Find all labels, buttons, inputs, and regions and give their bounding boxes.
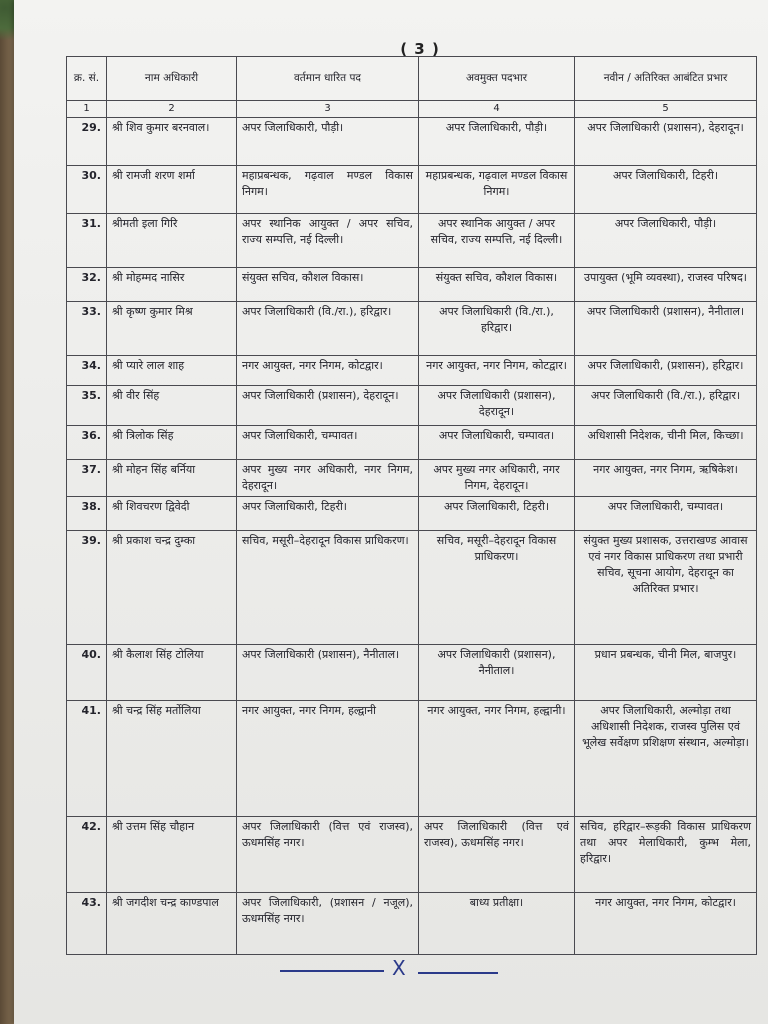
table-row xyxy=(67,166,757,214)
new-charge: नगर आयुक्त, नगर निगम, ऋषिकेश। xyxy=(575,460,757,497)
new-charge: अपर जिलाधिकारी (प्रशासन), नैनीताल। xyxy=(575,302,757,356)
relieved-charge: संयुक्त सचिव, कौशल विकास। xyxy=(419,268,575,302)
officer-name: श्री शिव कुमार बरनवाल। xyxy=(107,118,237,166)
serial-number: 30. xyxy=(67,166,107,214)
new-charge: अधिशासी निदेशक, चीनी मिल, किच्छा। xyxy=(575,426,757,460)
relieved-charge: अपर जिलाधिकारी (प्रशासन), देहरादून। xyxy=(419,386,575,426)
new-charge: अपर जिलाधिकारी (वि./रा.), हरिद्वार। xyxy=(575,386,757,426)
serial-number: 38. xyxy=(67,496,107,530)
current-post: अपर मुख्य नगर अधिकारी, नगर निगम, देहरादून। xyxy=(237,460,419,497)
column-number: 2 xyxy=(107,101,237,118)
officer-name: श्री प्रकाश चन्द्र दुम्का xyxy=(107,530,237,644)
serial-number: 40. xyxy=(67,644,107,700)
table-row xyxy=(67,644,757,700)
serial-number: 34. xyxy=(67,356,107,386)
relieved-charge: अपर जिलाधिकारी (वि./रा.), हरिद्वार। xyxy=(419,302,575,356)
table-row xyxy=(67,426,757,460)
serial-number: 42. xyxy=(67,816,107,892)
header-row xyxy=(67,57,757,101)
current-post: अपर जिलाधिकारी (प्रशासन), नैनीताल। xyxy=(237,644,419,700)
current-post: अपर जिलाधिकारी (वित्त एवं राजस्व), ऊधमसिंह नगर। xyxy=(237,816,419,892)
officer-name: श्री रामजी शरण शर्मा xyxy=(107,166,237,214)
officer-name: श्री मोहम्मद नासिर xyxy=(107,268,237,302)
new-charge: अपर जिलाधिकारी, पौड़ी। xyxy=(575,214,757,268)
current-post: नगर आयुक्त, नगर निगम, कोटद्वार। xyxy=(237,356,419,386)
serial-number: 37. xyxy=(67,460,107,497)
header-name: नाम अधिकारी xyxy=(107,57,237,101)
relieved-charge: नगर आयुक्त, नगर निगम, कोटद्वार। xyxy=(419,356,575,386)
officer-name: श्री कृष्ण कुमार मिश्र xyxy=(107,302,237,356)
officer-name: श्री चन्द्र सिंह मर्तोलिया xyxy=(107,700,237,816)
signoff-cross: X xyxy=(392,956,406,980)
table-row xyxy=(67,214,757,268)
new-charge: सचिव, हरिद्वार–रूड़की विकास प्राधिकरण तथा अपर मेलाधिकारी, कुम्भ मेला, हरिद्वार। xyxy=(575,816,757,892)
relieved-charge: अपर जिलाधिकारी, टिहरी। xyxy=(419,496,575,530)
column-number-row xyxy=(67,101,757,118)
serial-number: 35. xyxy=(67,386,107,426)
relieved-charge: नगर आयुक्त, नगर निगम, हल्द्वानी। xyxy=(419,700,575,816)
column-number: 5 xyxy=(575,101,757,118)
current-post: अपर जिलाधिकारी (वि./रा.), हरिद्वार। xyxy=(237,302,419,356)
officer-name: श्री मोहन सिंह बर्निया xyxy=(107,460,237,497)
current-post: संयुक्त सचिव, कौशल विकास। xyxy=(237,268,419,302)
table-row xyxy=(67,118,757,166)
column-number: 4 xyxy=(419,101,575,118)
table-row xyxy=(67,386,757,426)
relieved-charge: अपर जिलाधिकारी (वित्त एवं राजस्व), ऊधमसिंह नगर। xyxy=(419,816,575,892)
officer-name: श्री प्यारे लाल शाह xyxy=(107,356,237,386)
table-row xyxy=(67,356,757,386)
new-charge: अपर जिलाधिकारी, (प्रशासन), हरिद्वार। xyxy=(575,356,757,386)
current-post: अपर जिलाधिकारी, चम्पावत। xyxy=(237,426,419,460)
current-post: नगर आयुक्त, नगर निगम, हल्द्वानी xyxy=(237,700,419,816)
table-row xyxy=(67,302,757,356)
relieved-charge: अपर जिलाधिकारी (प्रशासन), नैनीताल। xyxy=(419,644,575,700)
current-post: महाप्रबन्धक, गढ़वाल मण्डल विकास निगम। xyxy=(237,166,419,214)
signoff-line-left xyxy=(280,970,384,972)
serial-number: 36. xyxy=(67,426,107,460)
new-charge: उपायुक्त (भूमि व्यवस्था), राजस्व परिषद। xyxy=(575,268,757,302)
serial-number: 43. xyxy=(67,892,107,954)
officer-name: श्री उत्तम सिंह चौहान xyxy=(107,816,237,892)
table-row xyxy=(67,268,757,302)
relieved-charge: बाध्य प्रतीक्षा। xyxy=(419,892,575,954)
relieved-charge: अपर जिलाधिकारी, चम्पावत। xyxy=(419,426,575,460)
officer-name: श्री त्रिलोक सिंह xyxy=(107,426,237,460)
relieved-charge: अपर जिलाधिकारी, पौड़ी। xyxy=(419,118,575,166)
current-post: अपर जिलाधिकारी, (प्रशासन / नजूल), ऊधमसिंह नगर। xyxy=(237,892,419,954)
serial-number: 31. xyxy=(67,214,107,268)
column-number: 3 xyxy=(237,101,419,118)
serial-number: 33. xyxy=(67,302,107,356)
header-new-charge: नवीन / अतिरिक्त आबंटित प्रभार xyxy=(575,57,757,101)
signoff-line-right xyxy=(418,972,498,974)
new-charge: अपर जिलाधिकारी, अल्मोड़ा तथा अधिशासी निदेशक, राजस्व पुलिस एवं भूलेख सर्वेक्षण प्रशिक्षण संस्थान, अल्मोड़ा। xyxy=(575,700,757,816)
current-post: अपर जिलाधिकारी, पौड़ी। xyxy=(237,118,419,166)
new-charge: अपर जिलाधिकारी, टिहरी। xyxy=(575,166,757,214)
new-charge: प्रधान प्रबन्धक, चीनी मिल, बाजपुर। xyxy=(575,644,757,700)
officer-name: श्री शिवचरण द्विवेदी xyxy=(107,496,237,530)
serial-number: 29. xyxy=(67,118,107,166)
current-post: अपर स्थानिक आयुक्त / अपर सचिव, राज्य सम्पत्ति, नई दिल्ली। xyxy=(237,214,419,268)
relieved-charge: महाप्रबन्धक, गढ़वाल मण्डल विकास निगम। xyxy=(419,166,575,214)
serial-number: 32. xyxy=(67,268,107,302)
new-charge: संयुक्त मुख्य प्रशासक, उत्तराखण्ड आवास एवं नगर विकास प्राधिकरण तथा प्रभारी सचिव, सूचना आयोग, देहरादून का अतिरिक्त प्रभार। xyxy=(575,530,757,644)
header-sn: क्र. सं. xyxy=(67,57,107,101)
serial-number: 39. xyxy=(67,530,107,644)
header-current-post: वर्तमान धारित पद xyxy=(237,57,419,101)
serial-number: 41. xyxy=(67,700,107,816)
new-charge: अपर जिलाधिकारी, चम्पावत। xyxy=(575,496,757,530)
relieved-charge: अपर स्थानिक आयुक्त / अपर सचिव, राज्य सम्पत्ति, नई दिल्ली। xyxy=(419,214,575,268)
table-row xyxy=(67,816,757,892)
new-charge: नगर आयुक्त, नगर निगम, कोटद्वार। xyxy=(575,892,757,954)
table-row xyxy=(67,496,757,530)
current-post: अपर जिलाधिकारी, टिहरी। xyxy=(237,496,419,530)
page-number: ( 3 ) xyxy=(400,40,440,58)
end-of-document-mark xyxy=(280,958,500,982)
transfer-order-table xyxy=(66,56,757,955)
table-row xyxy=(67,700,757,816)
relieved-charge: अपर मुख्य नगर अधिकारी, नगर निगम, देहरादून। xyxy=(419,460,575,497)
officer-name: श्री जगदीश चन्द्र काण्डपाल xyxy=(107,892,237,954)
header-relieved-charge: अवमुक्त पदभार xyxy=(419,57,575,101)
table-row xyxy=(67,460,757,497)
column-number: 1 xyxy=(67,101,107,118)
new-charge: अपर जिलाधिकारी (प्रशासन), देहरादून। xyxy=(575,118,757,166)
current-post: सचिव, मसूरी–देहरादून विकास प्राधिकरण। xyxy=(237,530,419,644)
officer-name: श्री कैलाश सिंह टोलिया xyxy=(107,644,237,700)
relieved-charge: सचिव, मसूरी–देहरादून विकास प्राधिकरण। xyxy=(419,530,575,644)
table-row xyxy=(67,530,757,644)
officer-name: श्रीमती इला गिरि xyxy=(107,214,237,268)
table-row xyxy=(67,892,757,954)
officer-name: श्री वीर सिंह xyxy=(107,386,237,426)
current-post: अपर जिलाधिकारी (प्रशासन), देहरादून। xyxy=(237,386,419,426)
